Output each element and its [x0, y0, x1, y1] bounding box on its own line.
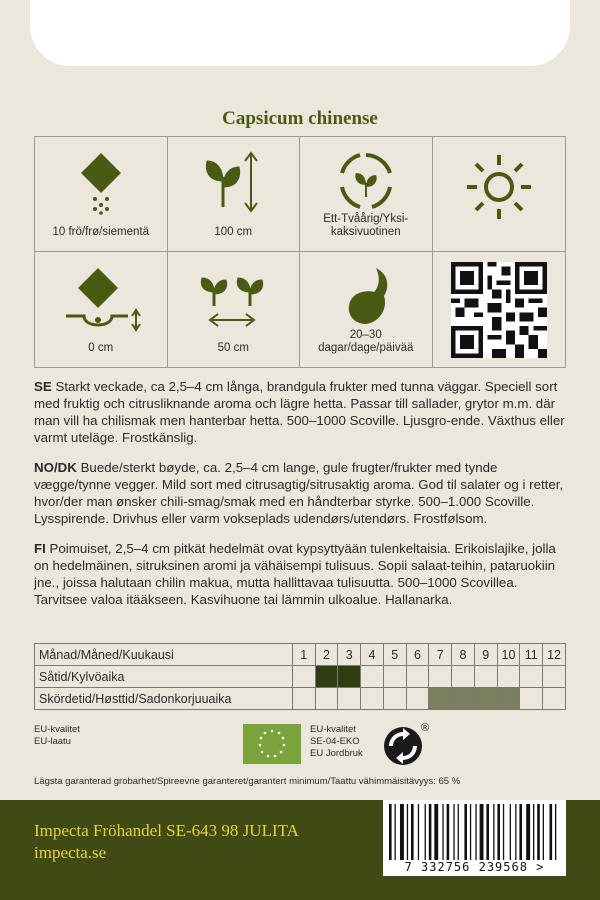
month-cell: [292, 666, 315, 688]
cell-seed-count: [35, 137, 168, 252]
seed-packet-icon: [61, 147, 141, 217]
eu-quality-line: EU-kvalitet: [34, 724, 80, 735]
cell-plant-spacing: [168, 252, 301, 367]
month-number: 8: [452, 644, 475, 666]
calendar-header-row: [35, 644, 566, 666]
cell-sowing-depth: [35, 252, 168, 367]
eu-quality-line: EU-kvalitet: [310, 724, 356, 735]
description-text-fi: Poimuiset, 2,5–4 cm pitkät hedelmät ovat kypsyttyään tulenkeltaisia. Erikoislajike, jolla on hedelmäinen, sitruksinen aromi ja vähäisempi tulisuus. Sopii salaat-teihin, pataruokiin jne., joissa halutaan chilin makua, mutta hallittavaa tulisuutta. 500–1000 Scovillea. Tarvitsee valoa itääkseen. Kasvihuone tai lämmin ulkoalue. Hallanarka.: [34, 541, 556, 607]
month-cell: [452, 666, 475, 688]
month-cell: [452, 688, 475, 710]
sowing-depth-caption: 0 cm: [88, 342, 114, 354]
description-se: [34, 378, 570, 446]
month-cell: [361, 688, 384, 710]
germination-icon: [326, 262, 406, 332]
company-address: Impecta Fröhandel SE-643 98 JULITA: [34, 821, 299, 840]
month-number: 12: [543, 644, 566, 666]
month-cell: [292, 688, 315, 710]
month-cell: [315, 666, 338, 688]
sowing-row: [35, 666, 566, 688]
plant-height-icon: [193, 147, 273, 217]
month-number: 10: [497, 644, 520, 666]
ean-barcode: [383, 800, 566, 876]
month-cell: [543, 688, 566, 710]
lang-code-se: SE: [34, 379, 52, 394]
description-fi: [34, 540, 570, 608]
plant-spacing-caption: 50 cm: [217, 342, 249, 354]
month-number: 11: [520, 644, 543, 666]
month-cell: [520, 666, 543, 688]
eu-organic-leaf-icon: [243, 724, 301, 764]
germination-caption: 20–30 dagar/dage/päivää: [318, 329, 414, 354]
month-number: 2: [315, 644, 338, 666]
calendar-header-label: Månad/Måned/Kuukausi: [35, 644, 293, 666]
month-number: 9: [474, 644, 497, 666]
calendar-row-label: Såtid/Kylvöaika: [35, 666, 293, 688]
cell-lifecycle: [300, 137, 433, 252]
hang-tab-cutout: [30, 0, 570, 66]
plant-height-caption: 100 cm: [214, 226, 253, 238]
month-cell: [406, 688, 429, 710]
info-icon-grid: [34, 136, 566, 368]
cell-qr: [433, 252, 566, 367]
description-text-se: Starkt veckade, ca 2,5–4 cm långa, brandgula frukter med tunna väggar. Speciell sort med fruktig och citrusliknande aroma och lägre hetta. Passar till sallader, grytor m.m. där man vill ha chilismak men hanterbar hetta. 500–1000 Scoville. Ljusgro-ende. Växthus eller varmt uteläge. Frostkänslig.: [34, 379, 565, 445]
month-cell: [429, 666, 452, 688]
calendar-row-label: Skördetid/Høsttid/Sadonkorjuuaika: [35, 688, 293, 710]
month-number: 1: [292, 644, 315, 666]
eu-quality-line: EU-laatu: [34, 736, 71, 747]
eu-quality-right: [310, 724, 363, 760]
description-nodk: [34, 459, 570, 527]
eu-quality-left: [34, 724, 80, 748]
eu-code-line: SE-04-EKO: [310, 736, 360, 747]
green-dot-mark: [383, 724, 435, 773]
month-number: 6: [406, 644, 429, 666]
lifecycle-icon: [326, 147, 406, 217]
lifecycle-caption: Ett-Tvåårig/Yksi- kaksivuotinen: [323, 213, 409, 238]
month-cell: [497, 666, 520, 688]
month-cell: [383, 688, 406, 710]
month-cell: [543, 666, 566, 688]
month-cell: [520, 688, 543, 710]
seed-count-caption: 10 frö/frø/siementä: [52, 226, 149, 238]
month-cell: [474, 688, 497, 710]
month-cell: [338, 666, 361, 688]
registered-mark: ®: [421, 722, 430, 734]
sowing-depth-icon: [56, 262, 146, 336]
sun-icon: [459, 147, 539, 227]
cell-germination: [300, 252, 433, 367]
month-cell: [497, 688, 520, 710]
month-cell: [429, 688, 452, 710]
harvest-row: [35, 688, 566, 710]
month-number: 7: [429, 644, 452, 666]
barcode-digits: 7 332756 239568 >: [404, 860, 545, 874]
month-number: 4: [361, 644, 384, 666]
species-title: Capsicum chinense: [222, 108, 378, 129]
month-number: 3: [338, 644, 361, 666]
germination-guarantee: Lägsta garanterad grobarhet/Spireevne garanteret/garantert minimum/Taattu vähimmäisitävyys: 65 %: [34, 776, 461, 787]
month-cell: [338, 688, 361, 710]
month-cell: [383, 666, 406, 688]
eu-origin-line: EU Jordbruk: [310, 748, 363, 759]
website-link[interactable]: impecta.se: [34, 843, 107, 862]
plant-spacing-icon: [188, 262, 278, 336]
cell-light: [433, 137, 566, 252]
lang-code-nodk: NO/DK: [34, 460, 77, 475]
cell-plant-height: [168, 137, 301, 252]
month-cell: [406, 666, 429, 688]
month-cell: [361, 666, 384, 688]
month-cell: [474, 666, 497, 688]
footer-address: [34, 820, 299, 864]
description-text-nodk: Buede/sterkt bøyde, ca. 2,5–4 cm lange, gule frugter/frukter med tynde vægge/tynne vegger. Mild sort med citrusagtig/sitrusaktig aroma. God til salater og i retter, hvor/der man ønsker chili-smag/smak med en håndterbar styrke. 500–1.000 Scoville. Lysspirende. Drivhus eller varm vokseplads udendørs/utendørs. Frostfølsom.: [34, 460, 564, 526]
month-cell: [315, 688, 338, 710]
barcode-bars: [383, 804, 566, 864]
growing-calendar: [34, 643, 566, 710]
qr-code-icon[interactable]: [451, 262, 547, 358]
month-number: 5: [383, 644, 406, 666]
lang-code-fi: FI: [34, 541, 46, 556]
